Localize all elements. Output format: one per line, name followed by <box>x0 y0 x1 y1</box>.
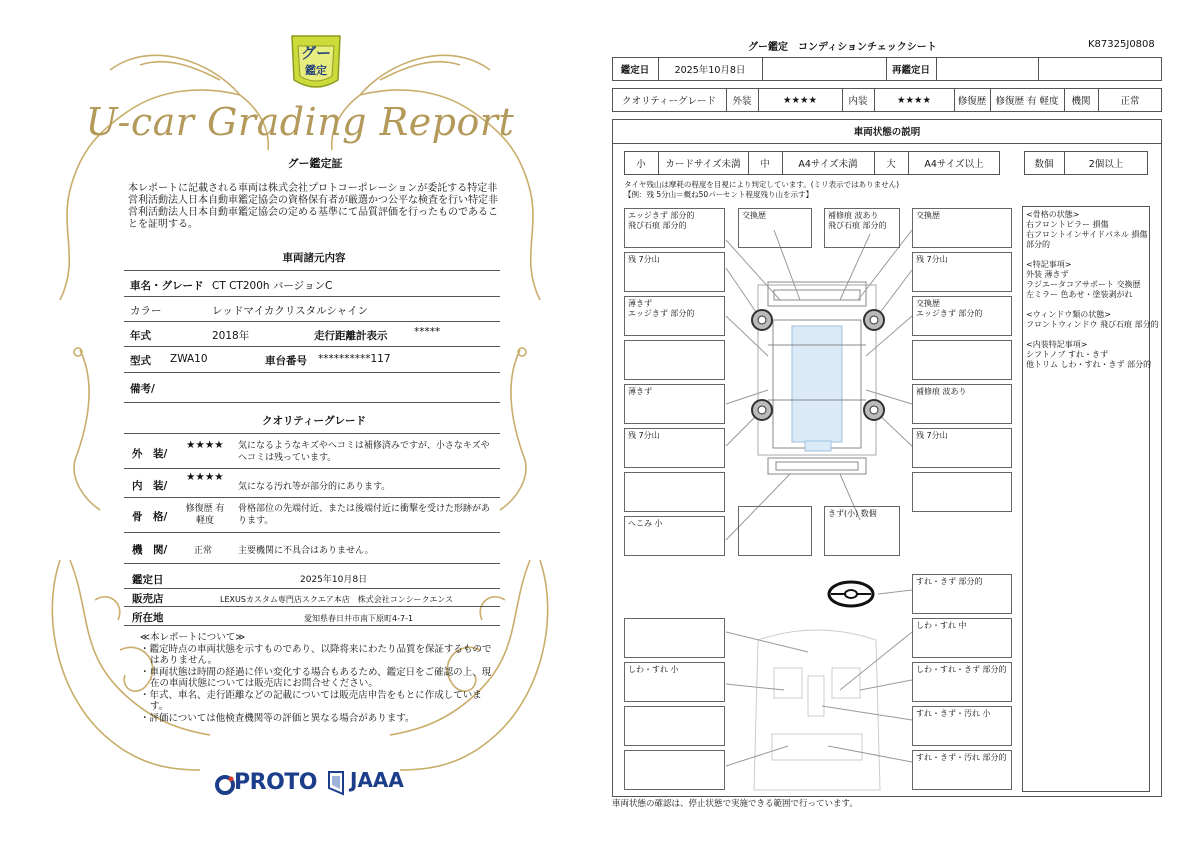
certificate-notes <box>140 632 500 724</box>
panel-rear-right-fender <box>912 472 1012 512</box>
box-text: すれ・きず・汚れ 小 <box>916 709 991 718</box>
divider <box>124 532 500 533</box>
note-line: フロントウィンドウ 飛び石痕 部分的 <box>1026 320 1159 329</box>
quality-interior-label: 内 装/ <box>132 480 168 492</box>
interior-dash-right <box>912 618 1012 658</box>
panel-front-left-fender <box>624 208 725 248</box>
tire-rear-left <box>624 428 725 468</box>
spec-year-label: 年式 <box>130 330 151 342</box>
quality-frame-value: 修復歴 有 軽度 <box>185 504 225 526</box>
note-line: <特記事項> <box>1026 260 1072 269</box>
panel-left-blank <box>624 340 725 380</box>
condition-check-sheet <box>608 0 1200 848</box>
panel-rear-left-fender <box>624 472 725 512</box>
box-text: へこみ 小 <box>628 519 663 528</box>
spec-odometer-label: 走行距離計表示 <box>314 330 388 342</box>
panel-hood <box>738 208 812 248</box>
divider <box>124 588 500 589</box>
box-text: 残 7分山 <box>916 255 948 264</box>
footer-shop-label: 販売店 <box>132 593 164 605</box>
date-value: 2025年10月8日 <box>674 65 746 76</box>
quality-frame-label: 骨 格/ <box>132 511 168 523</box>
divider <box>124 270 500 271</box>
box-text: しわ・すれ 小 <box>628 665 679 674</box>
tire-icon-rear-left <box>750 398 774 422</box>
sheet-code: K87325J0808 <box>1088 39 1155 50</box>
panel-front-right-door <box>912 296 1012 336</box>
box-text: 薄きず <box>628 387 652 396</box>
note-line <box>1026 250 1159 260</box>
divider <box>124 433 500 434</box>
divider <box>124 563 500 564</box>
spec-odometer-value: ***** <box>414 326 441 338</box>
divider <box>124 497 500 498</box>
int-stars: ★★★★ <box>896 94 932 106</box>
tire-front-right <box>912 252 1012 292</box>
spec-year-value: 2018年 <box>212 330 250 342</box>
state-title: 車両状態の説明 <box>853 127 921 138</box>
note-line: 外装 薄きず <box>1026 270 1069 279</box>
panel-front-right-fender <box>912 208 1012 248</box>
footer-date-label: 鑑定日 <box>132 574 164 586</box>
badge-line1: グー <box>300 44 331 62</box>
note-line: ラジエータコアサポート 交換歴 <box>1026 280 1141 289</box>
size-small-desc: カードサイズ未満 <box>665 159 741 170</box>
steering-wheel-icon <box>826 580 876 608</box>
box-text: 交換歴 <box>742 211 766 220</box>
box-text: しわ・すれ 中 <box>916 621 967 630</box>
divider <box>124 372 500 373</box>
spec-remarks-label: 備考/ <box>130 383 155 395</box>
ext-stars: ★★★★ <box>782 94 818 106</box>
note-item: ・年式、車名、走行距離などの記載については販売店申告をもとに作成しています。 <box>140 689 482 712</box>
panel-trunk <box>824 506 900 556</box>
divider <box>124 321 500 322</box>
divider <box>124 346 500 347</box>
box-text: 交換歴 <box>916 211 940 220</box>
int-label: 内装 <box>848 96 868 107</box>
interior-rear-left <box>624 750 725 790</box>
box-text: 残 7分山 <box>628 255 660 264</box>
note-line <box>1026 300 1159 310</box>
tire-icon-rear-right <box>862 398 886 422</box>
tire-rear-right <box>912 428 1012 468</box>
note-line <box>1026 330 1159 340</box>
quality-engine-value: 正常 <box>194 546 213 556</box>
divider <box>124 296 500 297</box>
panel-front-left-door <box>624 296 725 336</box>
size-small: 小 <box>636 159 646 170</box>
quality-exterior-desc: 気になるようなキズやヘコミは補修済みですが、小さなキズやヘコミは残っています。 <box>238 441 490 463</box>
goo-kantei-badge <box>288 32 344 94</box>
redate-label: 再鑑定日 <box>891 65 930 76</box>
divider <box>124 468 500 469</box>
size-count: 数個 <box>1034 159 1054 170</box>
note-line: <ウィンドウ類の状態> <box>1026 310 1111 319</box>
divider <box>124 625 500 626</box>
spec-model-value: ZWA10 <box>170 353 208 365</box>
interior-rear-seat <box>912 750 1012 790</box>
qg-label: クオリティーグレード <box>621 96 717 107</box>
size-large-desc: A4サイズ以上 <box>924 159 984 170</box>
note-line: <骨格の状態> <box>1026 210 1080 219</box>
footer-address-label: 所在地 <box>132 612 164 624</box>
date-label: 鑑定日 <box>620 65 650 76</box>
repair-value: 修復歴 有 軽度 <box>995 96 1059 107</box>
sheet-title: グー鑑定 コンディションチェックシート <box>748 42 937 53</box>
box-text: しわ・すれ・きず 部分的 <box>916 665 1007 674</box>
size-mid: 中 <box>760 159 770 170</box>
footer-shop-value: LEXUSカスタム専門店スクエア本店 株式会社コンシークエンス <box>220 595 454 604</box>
note-line: 他トリム しわ・すれ・きず 部分的 <box>1026 360 1152 369</box>
sheet-footer-note: 車両状態の確認は、停止状態で実施できる範囲で行っています。 <box>612 799 858 809</box>
proto-logo-icon <box>214 774 236 796</box>
tire-icon-front-right <box>862 308 886 332</box>
note-item: ・車両状態は時間の経過に伴い変化する場合もあるため、鑑定日をご確認の上、現在の車両状態については販売店にお問合せください。 <box>140 666 492 689</box>
footer-address-value: 愛知県春日井市南下原町4-7-1 <box>304 614 414 623</box>
badge-line2: 鑑定 <box>305 64 327 77</box>
tire-front-left <box>624 252 725 292</box>
spec-name-label: 車名・グレード <box>130 280 204 292</box>
quality-frame-desc: 骨格部位の先端付近、または後端付近に衝撃を受けた形跡があります。 <box>238 504 491 526</box>
note-item: ・鑑定時点の車両状態を示すものであり、以降将来にわたり品質を保証するものではありません。 <box>140 643 492 666</box>
jaaa-logo: JAAA <box>350 768 404 792</box>
certificate-title: グー鑑定証 <box>287 157 343 170</box>
interior-front-right-seat <box>912 662 1012 702</box>
panel-rear-left-door <box>624 384 725 424</box>
engine-label: 機関 <box>1071 96 1091 107</box>
spec-color-value: レッドマイカクリスタルシャイン <box>212 305 369 317</box>
quality-engine-desc: 主要機関に不具合はありません。 <box>238 546 374 556</box>
interior-dash-left <box>624 618 725 658</box>
note-line: シフトノブ すれ・きず <box>1026 350 1109 359</box>
box-text: すれ・きず・汚れ 部分的 <box>916 753 1007 762</box>
box-text: 薄きず <box>628 299 652 308</box>
notes-title: ≪本レポートについて≫ <box>140 632 246 643</box>
panel-rear-right-door <box>912 384 1012 424</box>
divider <box>124 606 500 607</box>
note-line: 部分的 <box>1026 240 1050 249</box>
footer-date-value: 2025年10月8日 <box>300 575 368 585</box>
quality-interior-desc: 気になる汚れ等が部分的にあります。 <box>238 482 391 492</box>
interior-left-trim <box>624 706 725 746</box>
note-line: <内装特記事項> <box>1026 340 1088 349</box>
tire-icon-front-left <box>750 308 774 332</box>
spec-model-label: 型式 <box>130 355 151 367</box>
repair-label: 修復歴 <box>957 96 987 107</box>
box-text: 飛び石痕 部分的 <box>628 221 687 230</box>
note-line: 右フロントピラー 損傷 <box>1026 220 1109 229</box>
tire-note-1: タイヤ残山は摩耗の程度を目視により判定しています。(ミリ表示ではありません) <box>624 180 900 189</box>
engine-value: 正常 <box>1120 96 1140 107</box>
tire-note-2: 【例：残 5分山＝概ね50パーセント程度残り山を示す】 <box>624 190 814 199</box>
quality-section-title: クオリティーグレード <box>262 415 366 427</box>
proto-logo: PROTO <box>234 770 317 795</box>
box-text: きず(小) 数個 <box>828 509 877 518</box>
size-count-desc: 2個以上 <box>1088 159 1124 170</box>
box-text: エッジきず 部分的 <box>628 309 695 318</box>
spec-name-value: CT CT200h バージョンC <box>212 280 333 292</box>
divider <box>124 402 500 403</box>
certificate-body: 本レポートに記載される車両は株式会社プロトコーポレーションが委託する特定非営利活動法人日本自動車鑑定協会の資格保有者が厳選かつ公平な検査を行い特定非営利活動法人日本自動車鑑定協会の定める基準にて品質評価を行ったものであることを証明する。 <box>128 183 498 230</box>
box-text: 残 7分山 <box>916 431 948 440</box>
panel-right-blank <box>912 340 1012 380</box>
box-text: 飛び石痕 部分的 <box>828 221 887 230</box>
spec-chassis-label: 車台番号 <box>265 355 307 367</box>
report-title: U-car Grading Report <box>85 100 515 144</box>
box-text: 残 7分山 <box>628 431 660 440</box>
spec-color-label: カラー <box>130 305 162 317</box>
note-item: ・評価については他検査機関等の評価と異なる場合があります。 <box>140 712 415 724</box>
panel-front-window <box>824 208 900 248</box>
quality-exterior-label: 外 装/ <box>132 448 168 460</box>
jaaa-logo-icon <box>327 770 345 796</box>
box-text: すれ・きず 部分的 <box>916 577 983 586</box>
spec-chassis-value: **********117 <box>318 353 391 365</box>
box-text: 補修痕 波あり <box>916 387 967 396</box>
box-text: エッジきず 部分的 <box>628 211 695 220</box>
interior-front-left-seat <box>624 662 725 702</box>
box-text: 補修痕 波あり <box>828 211 879 220</box>
panel-rear-left-bumper <box>624 516 725 556</box>
box-text: エッジきず 部分的 <box>916 309 983 318</box>
note-line: 左ミラー 色あせ・塗装剥がれ <box>1026 290 1133 299</box>
size-large: 大 <box>886 159 896 170</box>
interior-console <box>912 706 1012 746</box>
quality-interior-stars: ★★★★ <box>186 471 224 483</box>
size-mid-desc: A4サイズ未満 <box>798 159 858 170</box>
quality-engine-label: 機 関/ <box>132 544 168 556</box>
panel-rear-bumper <box>738 506 812 556</box>
condition-notes <box>1026 210 1159 370</box>
spec-section-title: 車両諸元内容 <box>282 252 346 264</box>
ext-label: 外装 <box>732 96 752 107</box>
interior-steering <box>912 574 1012 614</box>
note-line: 右フロントインサイドパネル 損傷 <box>1026 230 1148 239</box>
quality-exterior-stars: ★★★★ <box>186 439 224 451</box>
box-text: 交換歴 <box>916 299 940 308</box>
